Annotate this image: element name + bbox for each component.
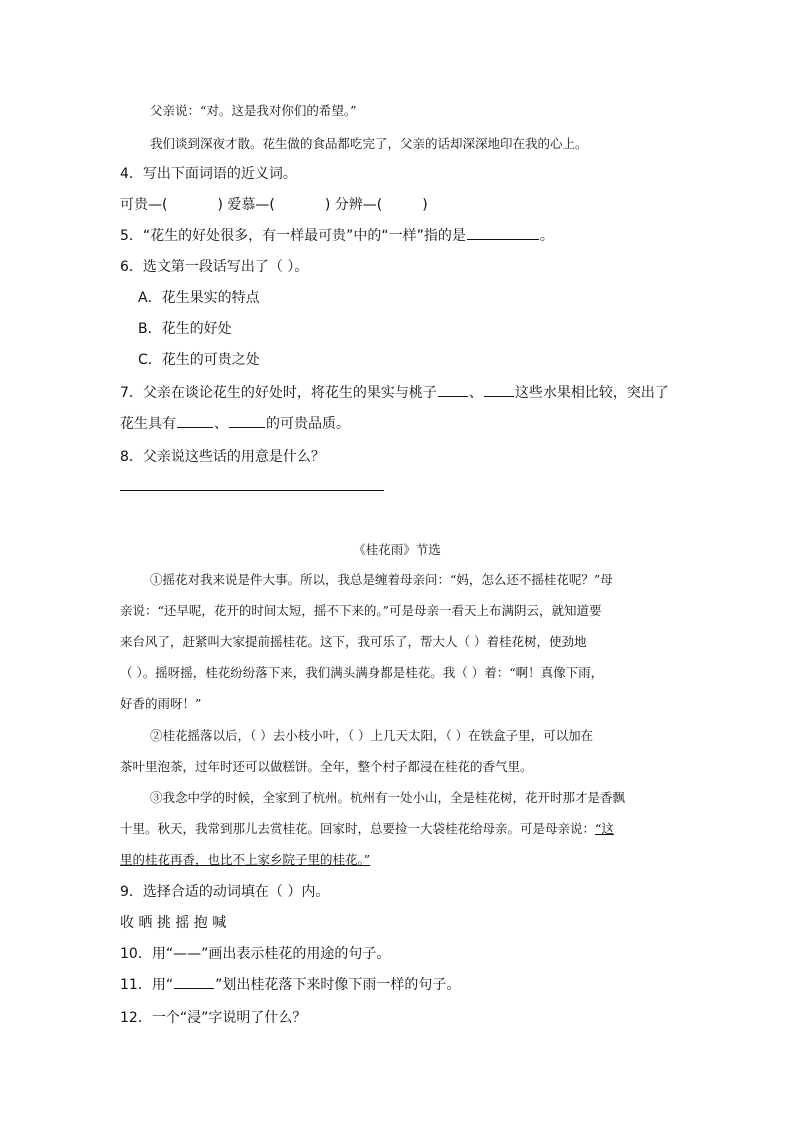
question-12: 12．一个“浸”字说明了什么？ (120, 1010, 307, 1026)
passage-line (120, 819, 614, 839)
question-4: 4．写出下面词语的近义词。 (120, 166, 297, 182)
verb-choices: 收 晒 挑 摇 抱 喊 (120, 915, 227, 931)
passage-line: ③我念中学的时候，全家到了杭州。杭州有一处小山，全是桂花树，花开时那才是香飘 (150, 790, 626, 805)
question-7-text: 7．父亲在谈论花生的好处时，将花生的果实与桃子 (120, 385, 437, 401)
question-5-text: 5．“花生的好处很多，有一样最可贵”中的“一样”指的是 (120, 228, 466, 244)
passage-line: 来台风了，赶紧叫大家提前摇桂花。这下，我可乐了，帮大人（ ）着桂花树，使劲地 (120, 634, 587, 649)
question-11-text: ”划出桂花落下来时像下雨一样的句子。 (215, 977, 461, 993)
underlined-text: “这 (595, 821, 614, 836)
separator: 、 (214, 416, 228, 432)
question-5-end: 。 (539, 228, 554, 244)
underlined-line: 里的桂花再香，也比不上家乡院子里的桂花。” (120, 852, 371, 867)
passage-line: ①摇花对我来说是件大事。所以，我总是缠着母亲问：“妈，怎么还不摇桂花呢？”母 (150, 572, 613, 587)
separator: 、 (468, 385, 483, 401)
word-3: ) 分辨—( (324, 197, 383, 213)
question-7-cont (120, 414, 350, 434)
answer-line[interactable] (120, 490, 384, 491)
answer-blank[interactable] (177, 415, 213, 428)
question-7-text: 花生具有 (120, 416, 176, 432)
passage-line: 父亲说：“对。这是我对你们的希望。” (150, 103, 357, 118)
question-7 (120, 383, 669, 403)
passage-line: 好香的雨呀！” (120, 696, 202, 711)
question-8: 8．父亲说这些话的用意是什么？ (120, 449, 325, 465)
question-9: 9．选择合适的动词填在（ ）内。 (120, 884, 330, 900)
passage-line: ②桂花摇落以后，（ ）去小枝小叶，（ ）上几天太阳，（ ）在铁盒子里，可以加在 (150, 728, 594, 743)
question-11 (120, 975, 460, 995)
question-6: 6．选文第一段话写出了（ ）。 (120, 259, 309, 275)
word-4: ) (422, 197, 428, 213)
question-7-text: 这些水果相比较，突出了 (514, 385, 669, 401)
question-11-text: 11．用“ (120, 977, 174, 993)
answer-blank[interactable] (467, 227, 539, 240)
answer-blank[interactable] (438, 384, 468, 397)
underline-sample (174, 976, 214, 989)
passage-line: 亲说：“还早呢，花开的时间太短，摇不下来的。”可是母亲一看天上布满阴云，就知道要 (120, 603, 602, 618)
passage-text: 十里。秋天，我常到那儿去赏桂花。回家时，总要捡一大袋桂花给母亲。可是母亲说： (120, 821, 596, 836)
option-b[interactable]: B．花生的好处 (138, 321, 232, 337)
word-2: ) 爱慕—( (217, 197, 275, 213)
question-4-words (120, 195, 428, 215)
option-a[interactable]: A．花生果实的特点 (138, 290, 260, 306)
passage-title: 《桂花雨》节选 (353, 542, 441, 557)
question-5 (120, 226, 554, 246)
question-10: 10．用“——”画出表示桂花的用途的句子。 (120, 946, 391, 962)
word-1: 可贵—( (120, 197, 168, 213)
passage-line: 茶叶里泡茶，过年时还可以做糕饼。全年，整个村子都浸在桂花的香气里。 (120, 759, 533, 774)
passage-line: （ ）。摇呀摇，桂花纷纷落下来，我们满头满身都是桂花。我（ ）着：“啊！真像下雨， (120, 665, 604, 680)
option-c[interactable]: C．花生的可贵之处 (138, 352, 260, 368)
question-7-text: 的可贵品质。 (266, 416, 350, 432)
passage-line: 我们谈到深夜才散。花生做的食品都吃完了，父亲的话却深深地印在我的心上。 (150, 136, 588, 151)
answer-blank[interactable] (229, 415, 265, 428)
answer-blank[interactable] (484, 384, 514, 397)
